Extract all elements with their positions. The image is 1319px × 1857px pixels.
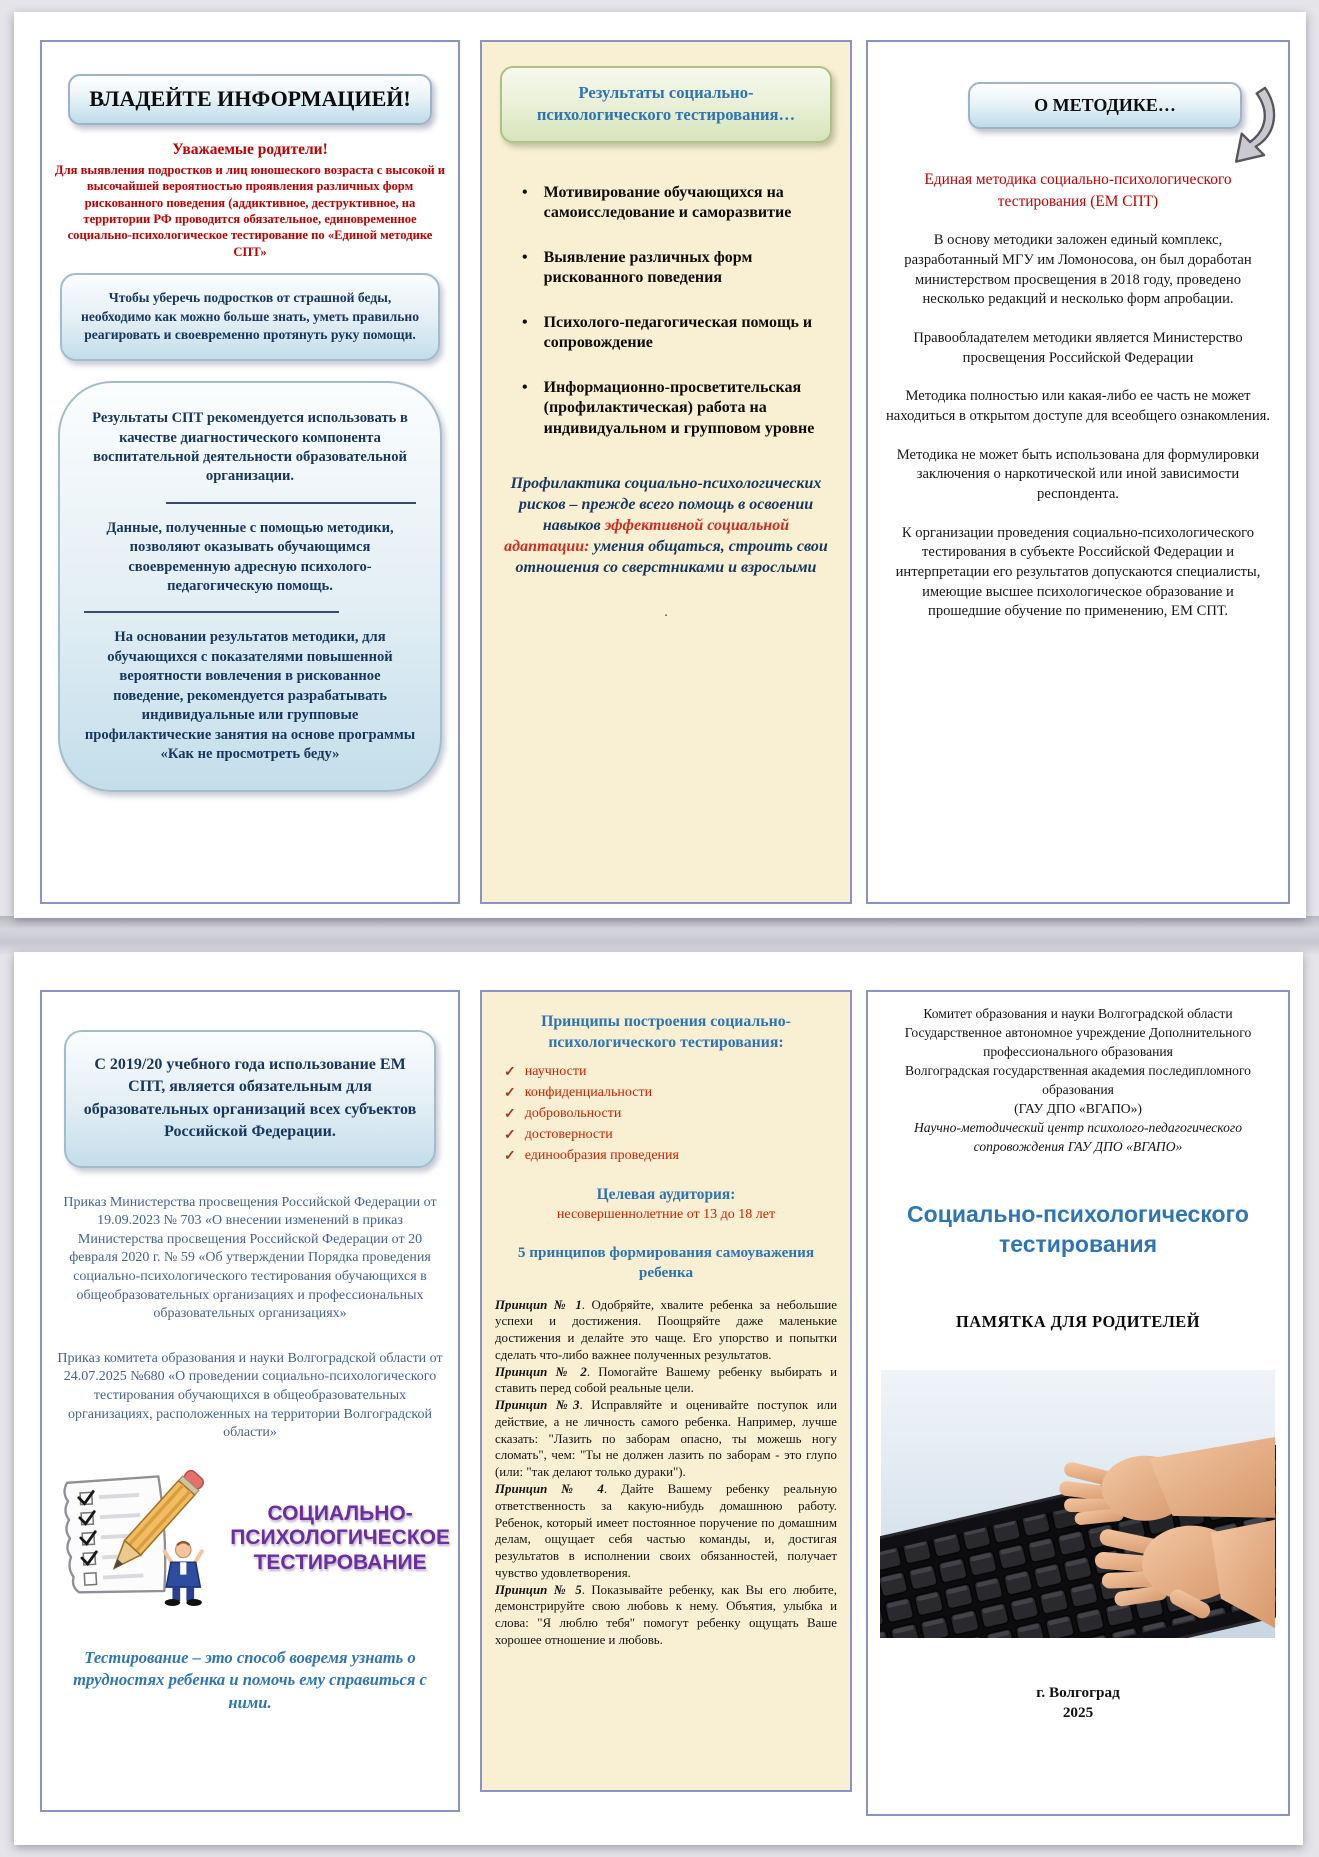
principle-paragraph [495, 1582, 837, 1649]
illustration-caption: СОЦИАЛЬНО-ПСИХОЛОГИЧЕСКОЕ ТЕСТИРОВАНИЕ [230, 1501, 451, 1575]
panel-header-box [968, 82, 1242, 129]
audience-label: Целевая аудитория: [596, 1186, 736, 1204]
principle-label: Принцип №3 [495, 1398, 580, 1413]
panel-header-text: ВЛАДЕЙТЕ ИНФОРМАЦИЕЙ! [89, 86, 411, 111]
org-line-italic: Научно-методический центр психолого-педагогического сопровождения ГАУ ДПО «ВГАПО» [913, 1120, 1243, 1155]
notice-text: Чтобы уберечь подростков от страшной беды, необходимо как можно больше знать, уметь правильно реагировать и своевременно протянуть руку помощи. [80, 289, 420, 343]
method-subtitle: Единая методика социально-психологического тестирования (ЕМ СПТ) [924, 171, 1232, 210]
org-line: Комитет образования и науки Волгоградской области [923, 1006, 1233, 1021]
check-icon: ✓ [504, 1126, 516, 1143]
principle-paragraph [495, 1397, 837, 1481]
panel-cover [866, 990, 1290, 1816]
divider [166, 502, 416, 504]
keyboard-hands-photo [880, 1370, 1276, 1638]
checklist-item [504, 1103, 840, 1124]
results-paragraph-1: Результаты СПТ рекомендуется использовать в качестве диагностического компонента воспитательной деятельности образовательной организации. [92, 410, 408, 485]
checklist-pencil-illustration-icon [50, 1455, 228, 1623]
principle-text: . Одобряйте, хвалите ребенка за небольшие успехи и достижения. Поощряйте даже маленькие достижения и делайте это чаще. Его упорство и попытки сделать что-либо важнее полученных результатов. [495, 1297, 837, 1362]
list-item [522, 248, 824, 289]
testing-quote: Тестирование – это способ вовремя узнать о трудностях ребенка и помочь ему справиться с ними. [73, 1647, 427, 1712]
page-1 [14, 12, 1306, 918]
check-icon: ✓ [504, 1063, 516, 1080]
principles-checklist [482, 1061, 850, 1166]
results-paragraph-3: На основании результатов методики, для обучающихся с показателями повышенной вероятности вовлечения в рискованное поведение, рекомендуется разрабатывать индивидуальные или групповые профилактические занятия на основе программы «Как не просмотреть беду» [84, 629, 416, 762]
quote-part-2: умения общаться, строить свои отношения со сверстниками и взрослыми [515, 538, 828, 577]
method-paragraph-1: В основу методики заложен единый комплекс, разработанный МГУ им Ломоносова, он был доработан министерством просвещения в 2018 году, проведено несколько редакций и несколько форм апробации. [904, 232, 1252, 308]
method-paragraph-5: К организации проведения социально-психологического тестирования в субъекте Российской Федерации и интерпретации его результатов допускаются специалисты, имеющие высшее психологическое образование и прошедшие обучение по применению, ЕМ СПТ. [895, 524, 1261, 620]
principles-heading: Принципы построения социально-психологического тестирования: [541, 1013, 791, 1051]
list-item-text: Выявление различных форм рискованного поведения [543, 248, 753, 287]
principle-paragraph [495, 1364, 837, 1398]
panel-header-box [500, 66, 832, 143]
mandate-box [64, 1030, 436, 1168]
cover-subtitle: ПАМЯТКА ДЛЯ РОДИТЕЛЕЙ [956, 1312, 1200, 1332]
checklist-item [504, 1145, 840, 1166]
check-icon: ✓ [504, 1105, 516, 1122]
panel-legal-basis [40, 990, 460, 1812]
cover-year: 2025 [1062, 1704, 1094, 1722]
results-paragraph-2: Данные, полученные с помощью методики, позволяют оказывать обучающимся своевременную адресную психолого-педагогическую помощь. [106, 519, 394, 595]
salutation-text: Уважаемые родители! [172, 140, 328, 158]
quote-part-1: Профилактика социально-психологических рисков – прежде всего помощь в освоении навыков [510, 475, 822, 535]
intro-paragraph: Для выявления подростков и лиц юношеского возраста с высокой и высочайшей вероятностью проявления различных форм рискованного поведения (аддиктивное, деструктивное, на территории РФ проводится обязательное, единовременное социально-психологическое тестирование по «Единой методике СПТ» [54, 162, 446, 259]
method-paragraph-2: Правообладателем методики является Министерство просвещения Российской Федерации [913, 329, 1243, 366]
check-icon: ✓ [504, 1147, 516, 1164]
checklist-item-text: добровольности [524, 1106, 622, 1122]
panel-principles [480, 990, 852, 1792]
principle-label: Принцип № 2 [495, 1364, 587, 1379]
bullet-icon: • [522, 313, 528, 331]
order-paragraph-1: Приказ Министерства просвещения Российской Федерации от 19.09.2023 № 703 «О внесении изменений в приказ Министерства просвещения Российской Федерации от 20 февраля 2020 г. № 59 «Об утверждении Порядка проведения социально-психологического тестирования обучающихся в общеобразовательных организациях и профессиональных образовательных организациях» [63, 1194, 437, 1322]
trailing-dot: . [664, 604, 668, 620]
five-principles-text [495, 1297, 837, 1649]
results-recommendation-box [58, 381, 442, 792]
order-paragraph-2: Приказ комитета образования и науки Волгоградской области от 24.07.2025 №680 «О проведении социально-психологического тестирования обучающихся в общеобразовательных организациях, расположенных на территории Волгоградской области» [57, 1350, 443, 1441]
method-paragraph-4: Методика не может быть использована для формулировки заключения о наркотической или иной зависимости респондента. [896, 446, 1260, 502]
principle-text: . Исправляйте и оценивайте поступок или действие, а не личность самого ребенка. Например, лучше сказать: "Лазить по заборам опасно, ты можешь ногу сломать", чем: "Ты не должен лазить по заборам - это глупо (или: "так делают только дураки"). [495, 1398, 837, 1480]
panel-test-results [480, 40, 852, 904]
principle-text: . Дайте Вашему ребенку реальную ответственность за какую-нибудь домашнюю работу. Ребенок, который имеет постоянное поручение по домашним делам, ощущает себя частью команды, и, достигая результатов в исполнении своих обязанностей, получает чувство удовлетворения. [495, 1481, 837, 1580]
quote-highlight: эффективной социальной адаптации: [504, 517, 790, 556]
divider [84, 611, 339, 613]
five-principles-heading: 5 принципов формирования самоуважения ребенка [517, 1244, 815, 1281]
testing-illustration [50, 1455, 450, 1623]
checklist-item [504, 1082, 840, 1103]
prevention-quote [502, 473, 830, 579]
principle-label: Принцип № 1 [495, 1297, 582, 1312]
checklist-item [504, 1061, 840, 1082]
checklist-item-text: научности [524, 1064, 587, 1080]
org-line: (ГАУ ДПО «ВГАПО») [1014, 1101, 1142, 1117]
org-line: Волгоградская государственная академия последипломного образования [905, 1063, 1251, 1098]
panel-header-text: Результаты социально-психологического тестирования… [536, 83, 796, 125]
principle-label: Принцип № 4 [495, 1481, 604, 1496]
principle-text: . Показывайте ребенку, как Вы его любите, демонстрируйте свою любовь к нему. Объятия, улыбка и слова: "Я люблю тебя" помогут ребенку ощущать Ваше хорошее отношение и любовь. [495, 1582, 837, 1647]
principle-text: . Помогайте Вашему ребенку выбирать и ставить перед собой реальные цели. [495, 1364, 837, 1396]
list-item [522, 378, 824, 439]
page-2 [14, 952, 1303, 1845]
notice-box [60, 273, 440, 361]
list-item-text: Психолого-педагогическая помощь и сопровождение [543, 313, 813, 352]
checklist-item-text: единообразия проведения [524, 1148, 679, 1164]
results-bullet-list [482, 183, 850, 439]
panel-header-text: О МЕТОДИКЕ… [1034, 95, 1176, 115]
list-item-text: Информационно-просветительская (профилактическая) работа на индивидуальном и групповом уровне [543, 378, 815, 437]
panel-about-method [866, 40, 1290, 904]
checklist-item [504, 1124, 840, 1145]
mandate-text: С 2019/20 учебного года использование ЕМ СПТ, является обязательным для образовательных организаций всех субъектов Российской Федерации. [83, 1056, 417, 1141]
principle-paragraph [495, 1297, 837, 1364]
curved-arrow-icon [1224, 82, 1280, 179]
audience-value: несовершеннолетние от 13 до 18 лет [556, 1207, 776, 1223]
panel-header-box [68, 74, 432, 125]
organization-block [882, 1004, 1274, 1156]
checklist-item-text: достоверности [524, 1127, 613, 1143]
method-paragraph-3: Методика полностью или какая-либо ее часть не может находиться в открытом доступе для всеобщего ознакомления. [886, 388, 1270, 424]
page-gap-band [0, 916, 1319, 954]
principle-paragraph [495, 1481, 837, 1582]
principle-label: Принцип № 5 [495, 1582, 582, 1597]
bullet-icon: • [522, 183, 528, 201]
checklist-item-text: конфиденциальности [524, 1085, 653, 1101]
panel-own-information [40, 40, 460, 904]
cover-title: Социально-психологического тестирования [907, 1201, 1249, 1258]
bullet-icon: • [522, 378, 528, 396]
org-line: Государственное автономное учреждение Дополнительного профессионального образования [904, 1025, 1252, 1060]
check-icon: ✓ [504, 1084, 516, 1101]
list-item [522, 183, 824, 224]
list-item [522, 313, 824, 354]
bullet-icon: • [522, 248, 528, 266]
list-item-text: Мотивирование обучающихся на самоисследование и саморазвитие [543, 183, 792, 222]
cover-city: г. Волгоград [1036, 1684, 1120, 1702]
